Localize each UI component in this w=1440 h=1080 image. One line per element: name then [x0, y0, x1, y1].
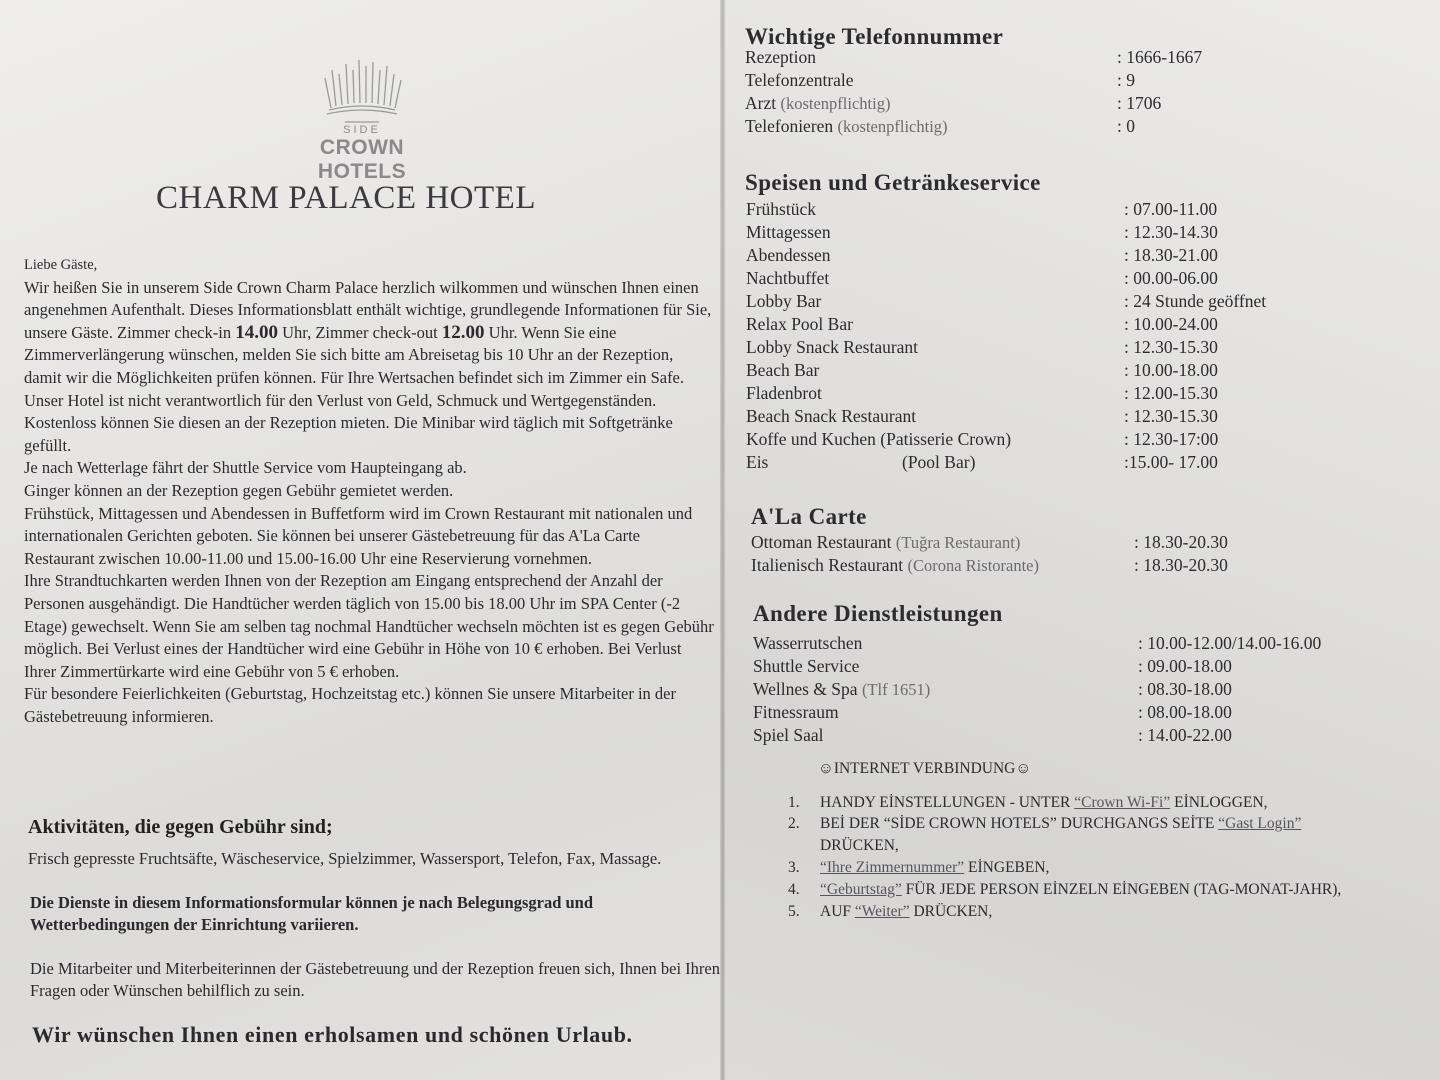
internet-step — [788, 813, 1301, 835]
table-row — [753, 724, 1373, 747]
food-table — [746, 198, 1366, 474]
step-pre: BEİ DER “SİDE CROWN HOTELS” DURCHGANGS SEİTE — [820, 815, 1219, 832]
table-row — [753, 701, 1373, 724]
row-value: :15.00- 17.00 — [1124, 452, 1218, 472]
row-label-text: Lobby Snack Restaurant — [746, 337, 919, 357]
paragraph-celebrations: Für besondere Feierlichkeiten (Geburtstag, Hochzeitstag etc.) können Sie unsere Mitarbeiter in der Gästebetreuung informieren. — [24, 684, 676, 726]
step-pre: HANDY EİNSTELLUNGEN - UNTER — [820, 794, 1075, 811]
row-label-text: Abendessen — [746, 245, 831, 265]
hotel-title: CHARM PALACE HOTEL — [156, 180, 536, 216]
row-value: : 10.00-24.00 — [1124, 314, 1218, 334]
table-row — [746, 428, 1366, 451]
row-label-text: Nachtbuffet — [746, 268, 830, 288]
row-label-text: Telefonzentrale — [745, 70, 854, 90]
row-note: (Corona Ristorante) — [907, 556, 1039, 575]
hotel-logo — [276, 56, 448, 184]
row-label — [746, 451, 768, 474]
checkout-time: 12.00 — [441, 321, 485, 343]
paragraph-towels: Ihre Strandtuchkarten werden Ihnen von der Rezeption am Eingang entsprechend der Anzahl der Personen ausgehändigt. Die Handtücher werden täglich von 15.00 bis 18.00 Uhr im SPA Center (-2 Etage) gewechselt. Wenn Sie am selben tag nochmal Handtücher wechseln möchten ist es gegen Gebühr möglich. Bei Verlust eines der Handtücher wird eine Gebühr in Höhe von 10 € erhoben. Bei Verlust Ihrer Zimmertürkarte wird eine Gebühr von 5 € erhoben. — [24, 571, 714, 681]
row-value: : 1706 — [1117, 93, 1162, 113]
row-value: : 12.30-14.30 — [1124, 222, 1218, 242]
row-value: : 09.00-18.00 — [1138, 656, 1232, 676]
row-value: : 12.30-15.30 — [1124, 406, 1218, 426]
internet-step — [788, 835, 899, 857]
row-label-text: Ottoman Restaurant — [751, 532, 896, 552]
table-row — [753, 678, 1373, 701]
row-label — [746, 198, 816, 221]
row-label-text: Mittagessen — [746, 222, 831, 242]
internet-step — [788, 901, 992, 923]
row-label — [746, 405, 916, 428]
activities-note: Die Dienste in diesem Informationsformular können je nach Belegungsgrad und Wetterbedingungen der Einrichtung variieren. — [30, 893, 594, 934]
table-row — [751, 554, 1371, 577]
row-label — [746, 267, 829, 290]
row-value: : 1666-1667 — [1117, 47, 1203, 67]
row-label-text: Wellnes & Spa — [753, 679, 862, 699]
row-value: : 12.00-15.30 — [1124, 383, 1218, 403]
row-label-text: Koffe und Kuchen (Patisserie Crown) — [746, 429, 1012, 449]
row-label — [745, 92, 890, 115]
row-value: : 9 — [1117, 70, 1135, 90]
row-label-text: Beach Snack Restaurant — [746, 406, 917, 426]
row-label-text: Spiel Saal — [753, 725, 824, 745]
row-label-text: Relax Pool Bar — [746, 314, 853, 334]
row-value: : 0 — [1117, 116, 1135, 136]
row-note: (Tlf 1651) — [861, 680, 931, 699]
row-label-text: Shuttle Service — [753, 656, 860, 676]
step-quote: “Crown Wi-Fi” — [1074, 794, 1171, 811]
services-heading: Andere Dienstleistungen — [753, 601, 1003, 626]
table-row — [746, 359, 1366, 382]
row-value: : 08.00-18.00 — [1138, 702, 1232, 722]
logo-name-text: CROWN HOTELS — [317, 136, 407, 183]
step-quote: “Gast Login” — [1218, 815, 1302, 832]
row-label-text: Italienisch Restaurant — [751, 555, 908, 575]
step-num: 2. — [788, 815, 800, 832]
table-row — [746, 244, 1366, 267]
phones-heading: Wichtige Telefonnummer — [745, 24, 1004, 49]
internet-heading: ☺INTERNET VERBINDUNG☺ — [818, 760, 1032, 777]
row-label-text: Fitnessraum — [753, 702, 839, 722]
row-label-text: Telefonieren — [745, 116, 838, 136]
row-label — [746, 313, 853, 336]
alacarte-heading: A'La Carte — [751, 504, 867, 529]
page-fold — [720, 0, 726, 1080]
step-num: 3. — [788, 859, 800, 876]
row-label — [746, 359, 819, 382]
row-value: : 18.30-20.30 — [1134, 532, 1228, 552]
row-label — [746, 428, 1011, 451]
paragraph-checkin — [24, 277, 714, 458]
table-row — [746, 290, 1366, 313]
row-label — [746, 221, 831, 244]
table-row — [745, 92, 1365, 115]
alacarte-table — [751, 531, 1371, 577]
row-label — [753, 701, 839, 724]
food-heading: Speisen und Getränkeservice — [745, 170, 1041, 195]
internet-step — [788, 879, 1341, 901]
table-row — [745, 69, 1365, 92]
internet-step — [788, 857, 1049, 879]
activities-text: Frisch gepresste Fruchtsäfte, Wäscheservice, Spielzimmer, Wassersport, Telefon, Fax, Massage. — [28, 849, 662, 868]
row-label-text: Fladenbrot — [746, 383, 822, 403]
step-post: FÜR JEDE PERSON EİNZELN EİNGEBEN (TAG-MONAT-JAHR), — [901, 881, 1342, 898]
row-label — [753, 724, 823, 747]
row-value: : 14.00-22.00 — [1138, 725, 1232, 745]
staff-text: Die Mitarbeiter und Miterbeiterinnen der Gästebetreuung und der Rezeption freuen sich, Ihnen bei Ihren Fragen oder Wünschen behilflich zu sein. — [30, 959, 720, 1000]
row-value: : 18.30-20.30 — [1134, 555, 1228, 575]
row-label — [753, 632, 862, 655]
table-row — [753, 655, 1373, 678]
row-value: : 12.30-17:00 — [1124, 429, 1219, 449]
row-value: : 12.30-15.30 — [1124, 337, 1218, 357]
table-row — [746, 405, 1366, 428]
row-label-text: Lobby Bar — [746, 291, 822, 311]
row-value: : 24 Stunde geöffnet — [1124, 291, 1267, 311]
row-label — [746, 244, 831, 267]
row-label — [753, 678, 930, 701]
step-quote: “Geburtstag” — [820, 881, 902, 898]
table-row — [746, 198, 1366, 221]
row-location: (Pool Bar) — [902, 452, 976, 472]
row-label-text: Rezeption — [745, 47, 816, 67]
table-row — [753, 632, 1373, 655]
internet-step — [788, 792, 1268, 814]
row-label-text: Wasserrutschen — [753, 633, 863, 653]
table-row — [746, 451, 1366, 474]
row-value: : 18.30-21.00 — [1124, 245, 1218, 265]
row-label — [746, 290, 821, 313]
step-num: 5. — [788, 903, 800, 920]
row-label — [751, 531, 1020, 554]
paragraph-restaurant: Frühstück, Mittagessen und Abendessen in Buffetform wird im Crown Restaurant mit nationalen und internationalen Gerichten geboten. Sie können bei unserer Gästebetreuung für das A'La Carte Restaurant zwischen 10.00-11.00 und 15.00-16.00 Uhr eine Reservierung vornehmen. — [24, 503, 693, 568]
row-label — [753, 655, 859, 678]
step-quote: “Weiter” — [854, 903, 910, 920]
step-pre: DRÜCKEN, — [820, 837, 899, 854]
logo-side-text: SIDE — [343, 124, 381, 136]
paragraph-text: Uhr, Zimmer check-out — [277, 322, 442, 342]
row-note: (Tuğra Restaurant) — [895, 533, 1021, 552]
table-row — [751, 531, 1371, 554]
row-note: (kostenpflichtig) — [837, 117, 948, 136]
step-num: 4. — [788, 881, 800, 898]
paragraph-ginger: Ginger können an der Rezeption gegen Gebühr gemietet werden. — [24, 480, 454, 500]
row-value: : 10.00-12.00/14.00-16.00 — [1138, 633, 1322, 653]
paragraph-text: Uhr. Wenn Sie eine Zimmerverlängerung wünschen, melden Sie sich bitte am Abreisetag bis 10 Uhr an der Rezeption, damit wir die Möglichkeiten prüfen können. Für Ihre Wertsachen befindet sich im Zimmer ein Safe. Unser Hotel ist nicht verantwortlich für den Verlust von Geld, Schmuck und Wertgegenständen. Kostenloss können Sie diesen an der Rezeption mieten. Die Minibar wird täglich mit Softgetränke gefüllt. — [24, 322, 685, 455]
table-row — [746, 336, 1366, 359]
row-label — [745, 46, 816, 69]
row-label — [751, 554, 1039, 577]
paragraph-shuttle: Je nach Wetterlage fährt der Shuttle Service vom Haupteingang ab. — [24, 458, 467, 478]
welcome-letter — [24, 254, 714, 728]
checkin-time: 14.00 — [235, 321, 278, 343]
paragraph-text: Wir heißen Sie in unserem Side Crown Charm Palace herzlich wilkommen und wünschen Ihnen einen angenehmen Aufenthalt. Dieses Informationsblatt enthält wichtige, grundlegende Informationen für Sie, unsere Gäste. Zimmer check-in — [24, 277, 712, 342]
services-table — [753, 632, 1373, 747]
step-post: EİNLOGGEN, — [1170, 794, 1268, 811]
row-label — [745, 69, 854, 92]
row-value: : 08.30-18.00 — [1138, 679, 1232, 699]
row-label-text: Beach Bar — [746, 360, 820, 380]
table-row — [746, 382, 1366, 405]
table-row — [745, 46, 1365, 69]
row-note: (kostenpflichtig) — [780, 94, 891, 113]
table-row — [746, 313, 1366, 336]
row-value: : 10.00-18.00 — [1124, 360, 1218, 380]
table-row — [746, 221, 1366, 244]
step-pre: AUF — [820, 903, 855, 920]
activities-heading: Aktivitäten, die gegen Gebühr sind; — [28, 816, 333, 838]
row-label — [745, 115, 948, 138]
row-value: : 00.00-06.00 — [1124, 268, 1218, 288]
step-post: EİNGEBEN, — [964, 859, 1050, 876]
row-label-text: Eis — [746, 452, 769, 472]
row-label-text: Frühstück — [746, 199, 816, 219]
row-value: : 07.00-11.00 — [1124, 199, 1218, 219]
phones-table — [745, 46, 1365, 138]
crown-icon — [317, 56, 407, 126]
row-label — [746, 382, 822, 405]
table-row — [745, 115, 1365, 138]
row-label — [746, 336, 918, 359]
step-quote: “Ihre Zimmernummer” — [820, 859, 965, 876]
closing-wish: Wir wünschen Ihnen einen erholsamen und schönen Urlaub. — [32, 1022, 633, 1047]
step-post: DRÜCKEN, — [909, 903, 993, 920]
step-num: 1. — [788, 794, 800, 811]
greeting: Liebe Gäste, — [24, 257, 98, 273]
row-label-text: Arzt — [745, 93, 781, 113]
table-row — [746, 267, 1366, 290]
